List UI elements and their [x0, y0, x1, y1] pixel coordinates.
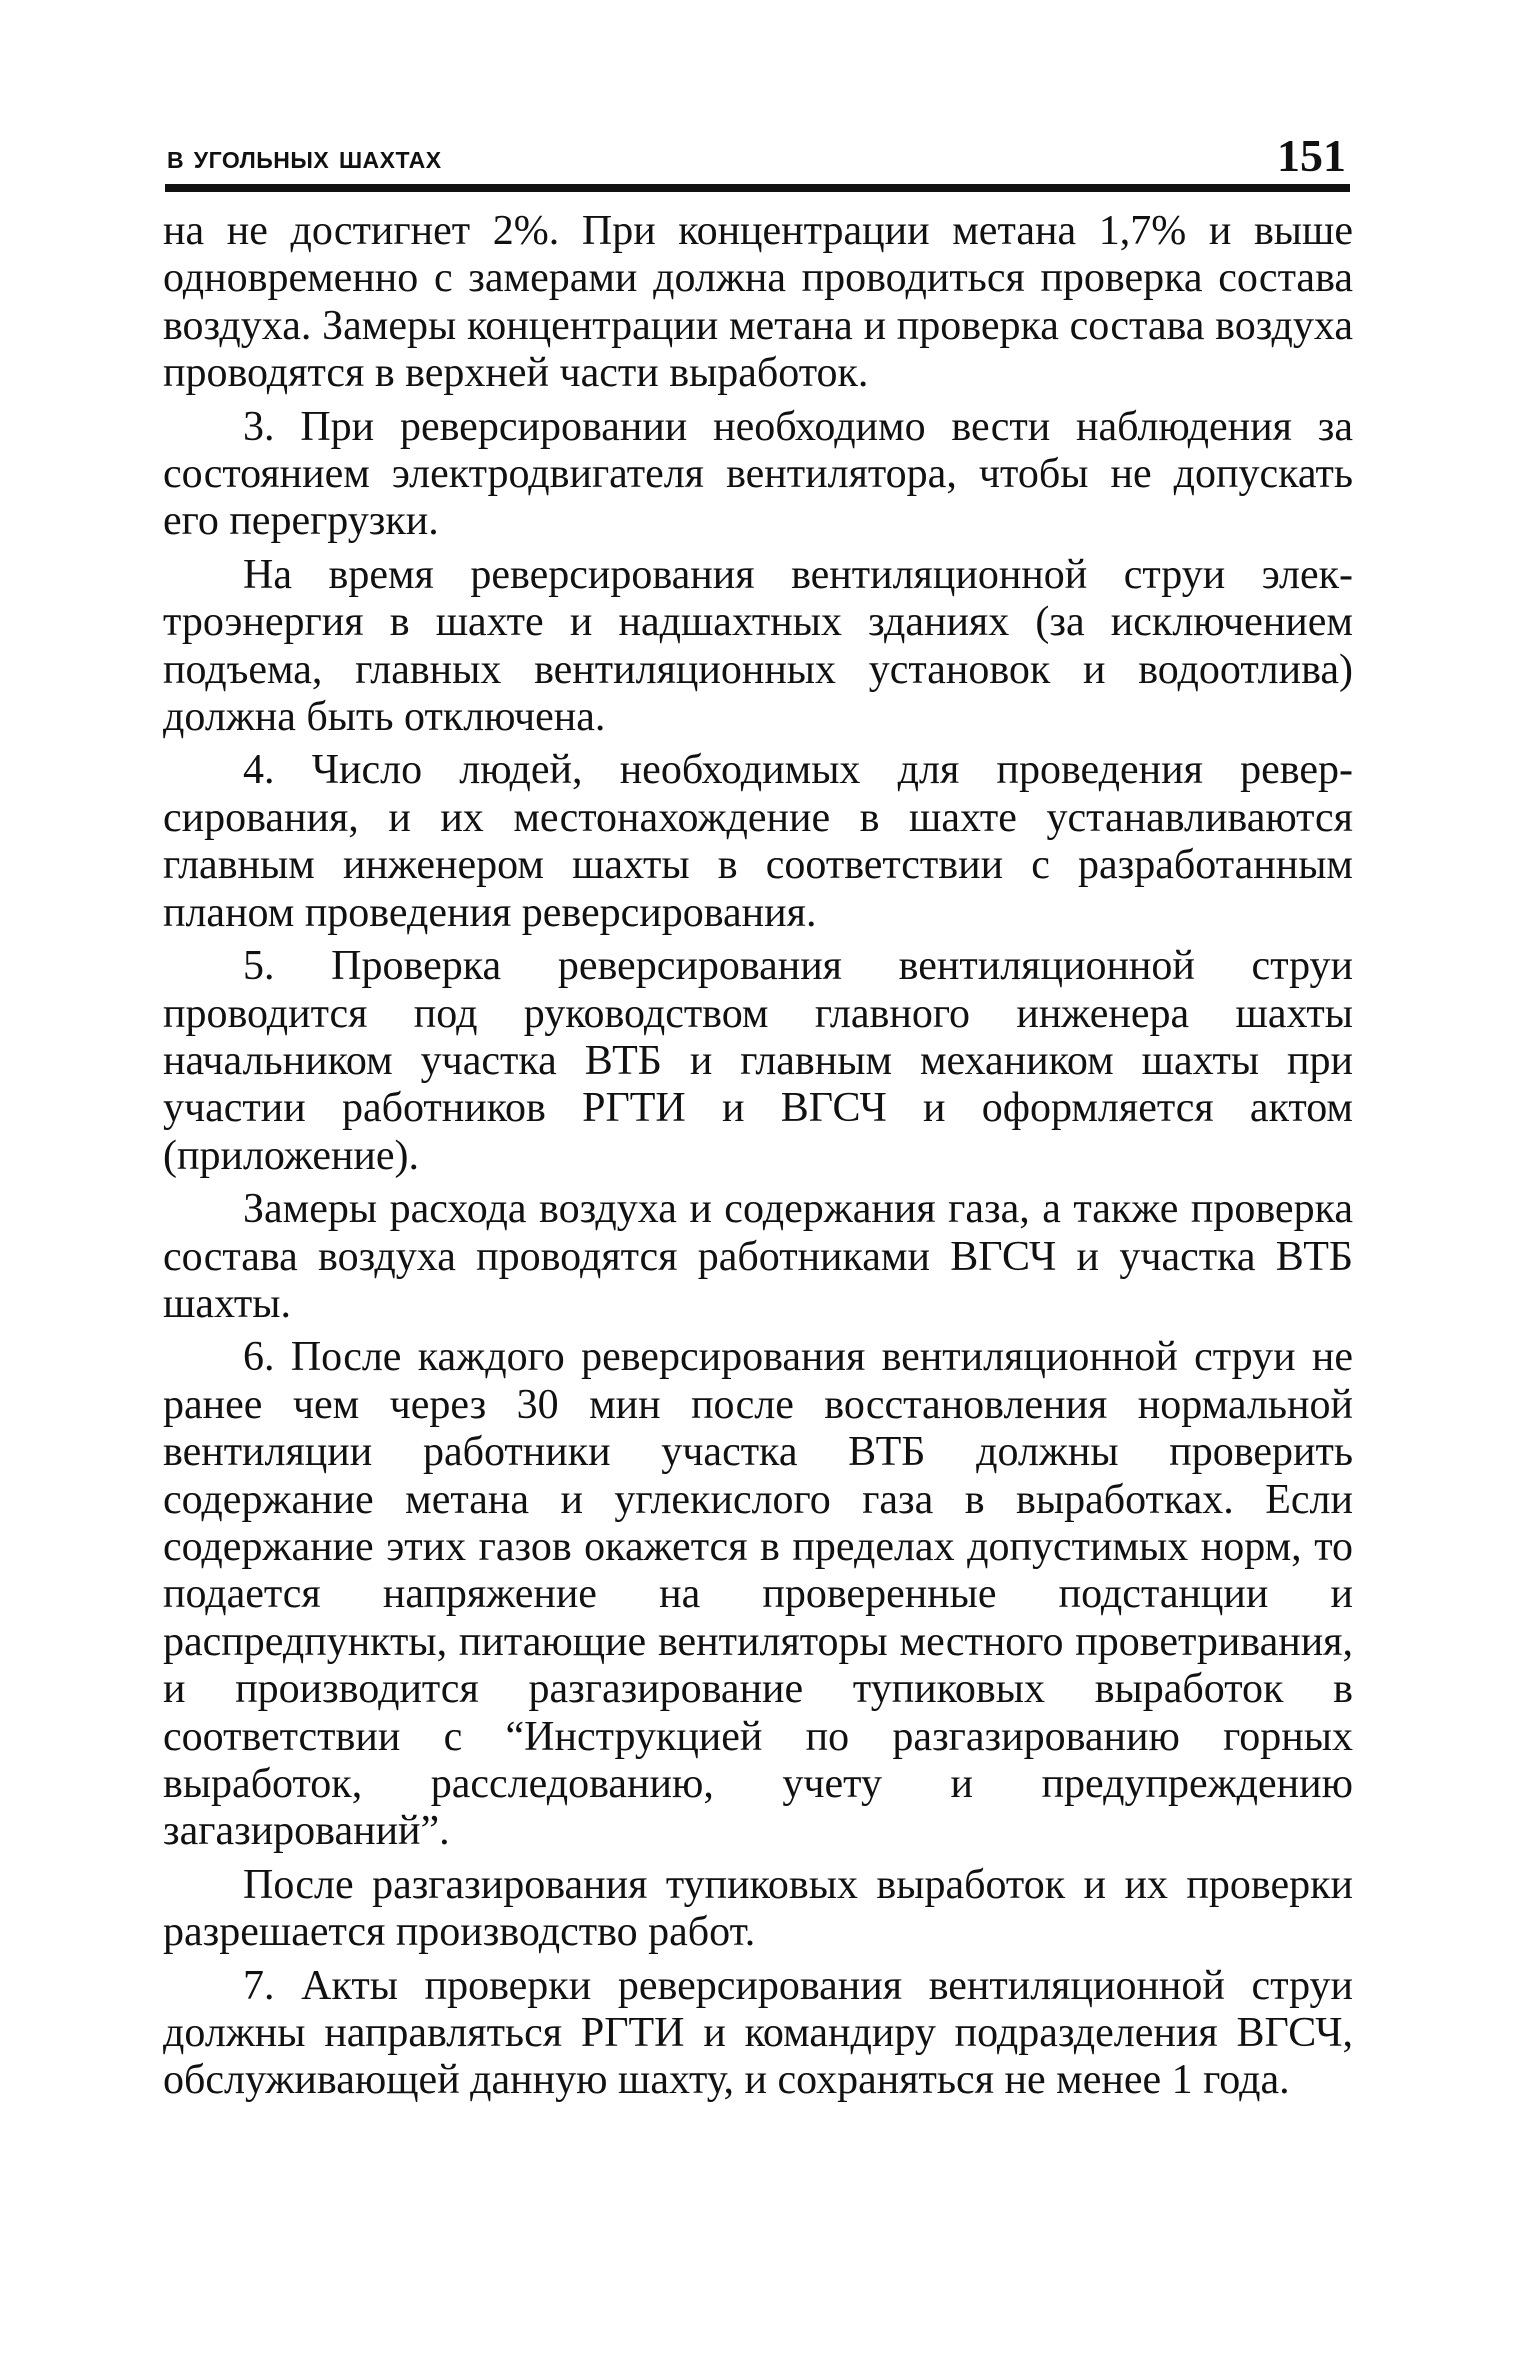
paragraph-item-4: 4. Число людей, необходимых для проведения реверсирования, и их местонахождение в шахте устанавливаются главным инженером шахты в соответствии с разработанным планом проведения реверсирования.	[163, 747, 1353, 936]
paragraph-measurements: Замеры расхода воздуха и содержания газа, а также проверка состава воздуха проводятся работниками ВГСЧ и участка ВТБ шахты.	[163, 1186, 1353, 1327]
body-text	[163, 208, 1353, 2105]
running-head	[165, 122, 1350, 192]
paragraph-continuation: на не достигнет 2%. При концентрации метана 1,7% и выше одновременно с замерами должна проводиться проверка состава воздуха. Замеры концентрации метана и проверка состава воздуха проводятся в верхней части выработок.	[163, 208, 1353, 397]
paragraph-item-6: 6. После каждого реверсирования вентиляционной струи не ранее чем через 30 мин после восстановления нормальной вентиляции работники участка ВТБ должны проверить содержание метана и углекислого газа в выработках. Если содержание этих газов окажется в пределах допустимых норм, то подается напряжение на проверенные подстанции и распредпункты, питающие вентиляторы местного проветривания, и производится разгазирование тупиковых выработок в соответствии с “Инструкцией по разгазированию горных выработок, расследованию, учету и предупреждению загазирований”.	[163, 1334, 1353, 1855]
header-rule	[165, 184, 1350, 192]
paragraph-power-off: На время реверсирования вентиляционной струи электроэнергия в шахте и надшахтных зданиях (за исключением подъема, главных вентиляционных установок и водоотлива) должна быть отключена.	[163, 551, 1353, 741]
paragraph-item-3: 3. При реверсировании необходимо вести наблюдения за состоянием электродвигателя вентилятора, чтобы не допускать его перегрузки.	[163, 403, 1353, 545]
paragraph-item-5: 5. Проверка реверсирования вентиляционной струи проводится под руководством главного инженера шахты начальником участка ВТБ и главным механиком шахты при участии работников РГТИ и ВГСЧ и оформляется актом (приложение).	[163, 943, 1353, 1179]
paragraph-item-7: 7. Акты проверки реверсирования вентиляционной струи должны направляться РГТИ и командиру подразделения ВГСЧ, обслуживающей данную шахту, и сохраняться не менее 1 года.	[163, 1962, 1353, 2104]
page-number: 151	[1277, 130, 1346, 181]
running-title: в угольных шахтах	[167, 138, 442, 175]
paragraph-work-permit: После разгазирования тупиковых выработок и их проверки разрешается производство работ.	[163, 1861, 1353, 1956]
